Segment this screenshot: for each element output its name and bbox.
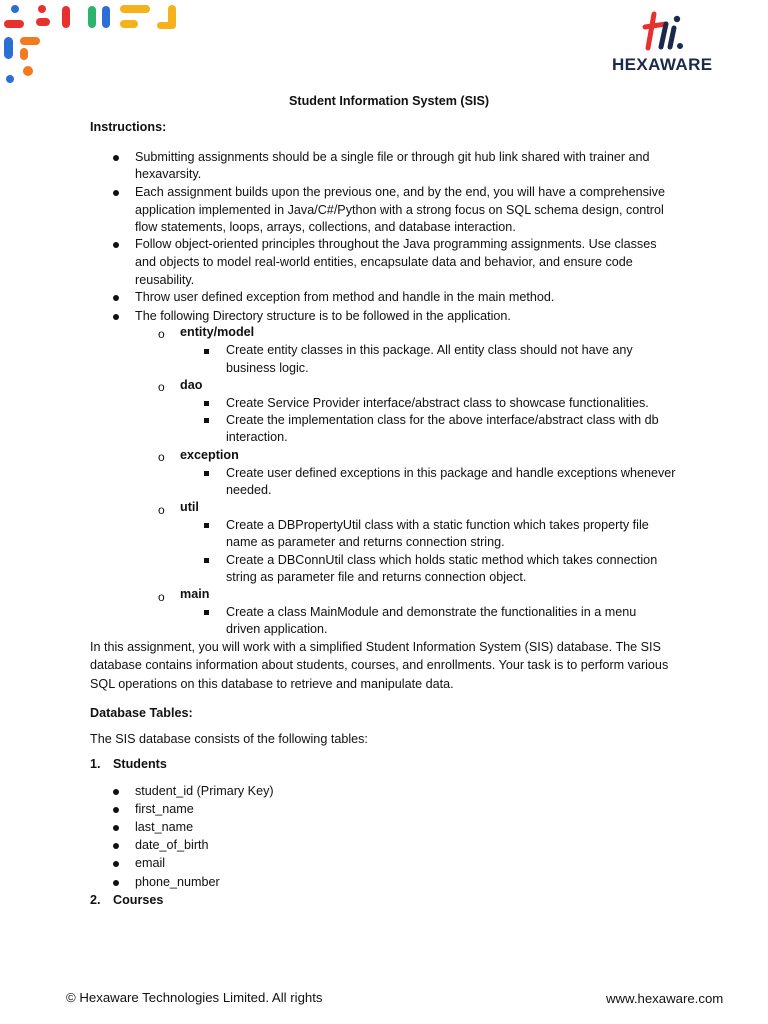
package-item-line: Create user defined exceptions in this package and handle exceptions whenever — [226, 466, 676, 480]
package-item-line: Create a DBPropertyUtil class with a static function which takes property file — [226, 518, 649, 532]
circle-bullet-icon: o — [158, 590, 165, 604]
circle-bullet-icon: o — [158, 327, 165, 341]
body-paragraph-line: SQL operations on this database to retrieve and manipulate data. — [90, 677, 454, 691]
field-item: date_of_birth — [135, 838, 209, 852]
package-name: exception — [180, 448, 239, 462]
bullet-icon — [113, 843, 119, 849]
package-item-line: name as parameter and returns connection string. — [226, 535, 505, 549]
circle-bullet-icon: o — [158, 380, 165, 394]
footer-website-link[interactable]: www.hexaware.com — [606, 991, 724, 1006]
field-item: email — [135, 856, 166, 870]
bullet-icon — [113, 295, 119, 301]
body-paragraph-line: database contains information about students, courses, and enrollments. Your task is to perform various — [90, 658, 669, 672]
field-item: last_name — [135, 820, 194, 834]
instruction-line: hexavarsity. — [135, 167, 202, 181]
bullet-icon — [113, 314, 119, 320]
brand-name: HEXAWARE — [612, 55, 713, 74]
bullet-icon — [113, 861, 119, 867]
square-bullet-icon — [204, 523, 209, 528]
bullet-icon — [113, 825, 119, 831]
field-item: student_id (Primary Key) — [135, 784, 274, 798]
bullet-icon — [113, 190, 119, 196]
package-item-line: Create the implementation class for the above interface/abstract class with db — [226, 413, 659, 427]
list-number: 1. — [90, 757, 101, 771]
package-name: dao — [180, 378, 203, 392]
database-intro: The SIS database consists of the following tables: — [90, 732, 368, 746]
package-name: entity/model — [180, 325, 255, 339]
hexaware-dots-icon — [0, 0, 185, 90]
package-name: main — [180, 587, 210, 601]
circle-bullet-icon: o — [158, 503, 165, 517]
square-bullet-icon — [204, 558, 209, 563]
instruction-line: flow statements, loops, arrays, collections, and database interaction. — [135, 220, 516, 234]
package-item-line: interaction. — [226, 430, 288, 444]
square-bullet-icon — [204, 418, 209, 423]
instruction-line: Follow object-oriented principles throughout the Java programming assignments. Use classes — [135, 237, 657, 251]
bullet-icon — [113, 242, 119, 248]
bullet-icon — [113, 155, 119, 161]
package-item-line: Create Service Provider interface/abstract class to showcase functionalities. — [226, 396, 649, 410]
instruction-line: The following Directory structure is to be followed in the application. — [135, 309, 511, 323]
database-tables-heading: Database Tables: — [90, 706, 193, 720]
circle-bullet-icon: o — [158, 450, 165, 464]
bullet-icon — [113, 807, 119, 813]
package-item-line: Create a class MainModule and demonstrate the functionalities in a menu — [226, 605, 637, 619]
square-bullet-icon — [204, 610, 209, 615]
package-item-line: driven application. — [226, 622, 328, 636]
square-bullet-icon — [204, 349, 209, 354]
instruction-line: application implemented in Java/C#/Python with a strong focus on SQL schema design, control — [135, 203, 664, 217]
footer-copyright: © Hexaware Technologies Limited. All rights — [66, 990, 323, 1005]
table-name: Courses — [113, 893, 164, 907]
instructions-heading: Instructions: — [90, 120, 167, 134]
instruction-line: and objects to model real-world entities, encapsulate data and behavior, and ensure code — [135, 255, 633, 269]
body-paragraph-line: In this assignment, you will work with a simplified Student Information System (SIS) database. The SIS — [90, 640, 661, 654]
field-item: phone_number — [135, 875, 220, 889]
instruction-line: reusability. — [135, 273, 195, 287]
hexaware-logo-icon — [640, 10, 690, 52]
instruction-line: Each assignment builds upon the previous one, and by the end, you will have a comprehensive — [135, 185, 665, 199]
instruction-line: Submitting assignments should be a single file or through git hub link shared with trainer and — [135, 150, 650, 164]
bullet-icon — [113, 880, 119, 886]
package-item-line: Create entity classes in this package. All entity class should not have any — [226, 343, 633, 357]
square-bullet-icon — [204, 471, 209, 476]
package-item-line: needed. — [226, 483, 272, 497]
package-item-line: business logic. — [226, 361, 309, 375]
package-name: util — [180, 500, 199, 514]
package-item-line: Create a DBConnUtil class which holds static method which takes connection — [226, 553, 658, 567]
bullet-icon — [113, 789, 119, 795]
document-title: Student Information System (SIS) — [289, 94, 490, 108]
list-number: 2. — [90, 893, 101, 907]
field-item: first_name — [135, 802, 194, 816]
instruction-line: Throw user defined exception from method and handle in the main method. — [135, 290, 555, 304]
package-item-line: string as parameter file and returns connection object. — [226, 570, 527, 584]
square-bullet-icon — [204, 401, 209, 406]
table-name: Students — [113, 757, 167, 771]
